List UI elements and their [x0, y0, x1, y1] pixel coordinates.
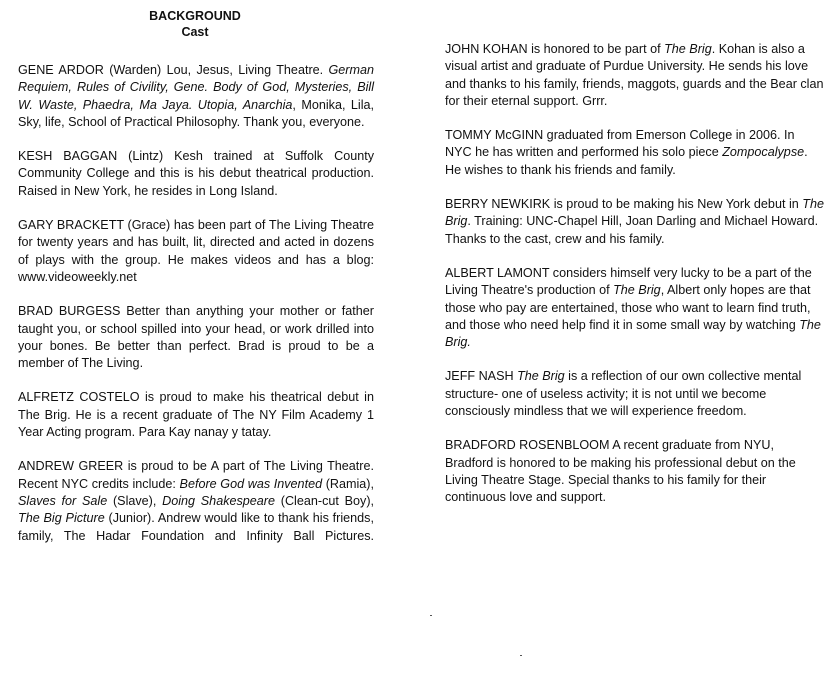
left-column [18, 62, 374, 562]
bio-andrew-greer: ANDREW GREER is proud to be A part of The Living Theatre. Recent NYC credits include: Before God was Invented (Ramia), Slaves for Sale (Slave), Doing Shakespeare (Clean-cut Boy), The Big Picture (Junior). Andrew would like to thank his friends, family, The Hadar Foundation and Infinity Ball Pictures. [18, 459, 375, 543]
bio-john-kohan: JOHN KOHAN is honored to be part of The Brig. Kohan is also a visual artist and graduate of Purdue University. He sends his love and thanks to his family, friends, maggots, guards and the Bear clan for their eternal support. Grrr. [445, 42, 824, 108]
bio-name: ANDREW GREER [18, 459, 124, 474]
page-subtitle: Cast [181, 25, 209, 39]
bio-name: JEFF NASH [445, 369, 514, 384]
bio-berry-newkirk: BERRY NEWKIRK is proud to be making his New York debut in The Brig. Training: UNC-Chapel Hill, Joan Darling and Michael Howard. Thanks to the cast, crew and his family. [445, 197, 824, 246]
bio-name: JOHN KOHAN [445, 42, 528, 56]
bio-name: BERRY NEWKIRK [445, 197, 551, 212]
bio-name: ALFRETZ COSTELO [18, 390, 140, 405]
bio-tommy-mcginn: TOMMY McGINN graduated from Emerson College in 2006. In NYC he has written and performed his solo piece Zompocalypse. He wishes to thank his friends and family. [445, 128, 808, 177]
bio-bradford-rosenbloom: BRADFORD ROSENBLOOM A recent graduate from NYU, Bradford is honored to be making his professional debut on the Living Theatre Stage. Special thanks to his family for their continuous love and support. [445, 438, 796, 505]
bio-brad-burgess: BRAD BURGESS Better than anything your mother or father taught you, or school spilled into your head, or work drilled into your bones. Be better than perfect. Brad is proud to be a member of The Living. [18, 304, 374, 371]
scan-speck [520, 655, 522, 656]
bio-gary-brackett: GARY BRACKETT (Grace) has been part of The Living Theatre for twenty years and has built, lit, directed and acted in dozens of plays with the group. He makes videos and has a blog: www.videoweekly.net [18, 218, 374, 284]
bio-name: TOMMY McGINN [445, 128, 544, 143]
bio-name: GARY BRACKETT (Grace) [18, 218, 171, 233]
page-title: BACKGROUND [149, 9, 241, 23]
bio-kesh-baggan: KESH BAGGAN (Lintz) Kesh trained at Suffolk County Community College and this is his debut theatrical production. Raised in New York, he resides in Long Island. [18, 149, 374, 198]
bio-name: KESH BAGGAN (Lintz) [18, 149, 164, 164]
bio-name: BRADFORD ROSENBLOOM [445, 438, 610, 453]
bio-albert-lamont: ALBERT LAMONT considers himself very lucky to be a part of the Living Theatre's production of The Brig, Albert only hopes are that those who pay are entertained, those who want to learn find truth, and those who need help find it in some small way by watching The Brig. [445, 265, 821, 350]
bio-gene-ardor: GENE ARDOR (Warden) Lou, Jesus, Living Theatre. German Requiem, Rules of Civility, Gene. Body of God, Mysteries, Bill W. Waste, Phaedra, Ma Jaya. Utopia, Anarchia, Monika, Lila, Sky, life, School of Practical Philosophy. Thank you, everyone. [18, 63, 374, 129]
bio-name: BRAD BURGESS [18, 304, 121, 319]
bio-jeff-nash: JEFF NASH The Brig is a reflection of our own collective mental structure- one of useless activity; it is not until we become consciously mindless that we will experience freedom. [445, 369, 802, 419]
bio-name: GENE ARDOR (Warden) [18, 63, 162, 77]
bio-name: ALBERT LAMONT [445, 265, 550, 280]
bio-alfretz-costelo: ALFRETZ COSTELO is proud to make his theatrical debut in The Brig. He is a recent graduate of The NY Film Academy 1 Year Acting program. Para Kay nanay y tatay. [18, 390, 374, 440]
right-column [445, 41, 824, 524]
scan-speck [430, 615, 432, 616]
